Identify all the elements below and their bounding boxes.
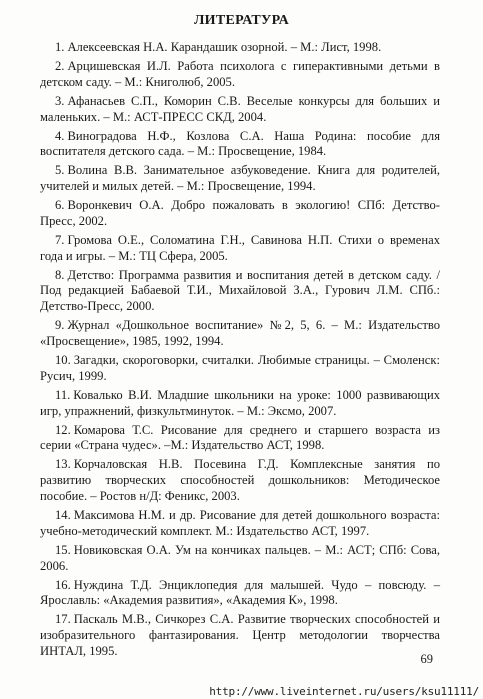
reference-item [40, 163, 440, 195]
reference-number: 16. [55, 577, 71, 592]
reference-text: Ковалько В.И. Младшие школьники на уроке: 1000 развивающих игр, упражнений, физкультминуток. – М.: Эксмо, 2007. [40, 387, 440, 418]
reference-item [40, 353, 440, 385]
reference-number: 7. [55, 232, 65, 247]
reference-number: 3. [55, 93, 65, 108]
reference-text: Афанасьев С.П., Коморин С.В. Веселые конкурсы для больших и маленьких. – М.: АСТ-ПРЕСС СКД, 2004. [40, 93, 440, 124]
reference-number: 2. [55, 58, 65, 73]
reference-text: Журнал «Дошкольное воспитание» №2, 5, 6. – М.: Издательство «Просвещение», 1985, 1992, 1994. [40, 318, 440, 349]
reference-item [40, 423, 440, 455]
reference-number: 11. [55, 387, 71, 402]
reference-item [40, 457, 440, 504]
reference-item [40, 233, 440, 265]
reference-item [40, 94, 440, 126]
reference-text: Комарова Т.С. Рисование для среднего и старшего возраста из серии «Страна чудес». –М.: Издательство АСТ, 1998. [40, 422, 440, 453]
reference-text: Алексеевская Н.А. Карандашик озорной. – М.: Лист, 1998. [67, 40, 382, 54]
reference-number: 17. [55, 612, 71, 627]
reference-text: Паскаль М.В., Сичкорез С.А. Развитие творческих способностей и изобразительного фантазирования. Центр методологии творчества ИНТАЛ, 1995. [40, 612, 440, 658]
reference-number: 15. [55, 542, 71, 557]
reference-text: Волина В.В. Занимательное азбуковедение. Книга для родителей, учителей и милых детей. – М.: Просвещение, 1994. [40, 163, 440, 194]
reference-text: Корчаловская Н.В. Посевина Г.Д. Комплексные занятия по развитию творческих способностей дошкольников: Методическое пособие. – Ростов н/Д: Феникс, 2003. [40, 457, 440, 503]
reference-number: 5. [55, 163, 65, 178]
reference-text: Загадки, скороговорки, считалки. Любимые страницы. – Смоленск: Русич, 1999. [40, 353, 440, 383]
reference-item [40, 40, 440, 56]
reference-number: 9. [55, 318, 65, 333]
reference-number: 4. [55, 128, 65, 143]
reference-number: 14. [55, 507, 71, 522]
reference-number: 12. [55, 422, 71, 437]
reference-list [40, 40, 440, 663]
reference-text: Воронкевич О.А. Добро пожаловать в экологию! СПб: Детство-Пресс, 2002. [40, 198, 440, 228]
reference-item [40, 543, 440, 575]
reference-item [40, 129, 440, 161]
reference-text: Арцишевская И.Л. Работа психолога с гиперактивными детьми в детском саду. – М.: Книголюб, 2005. [40, 58, 440, 89]
reference-item [40, 59, 440, 91]
reference-number: 13. [55, 457, 71, 472]
page-number: 69 [420, 652, 433, 666]
reference-item [40, 578, 440, 610]
reference-item [40, 508, 440, 540]
reference-text: Нуждина Т.Д. Энциклопедия для малышей. Чудо – повсюду. – Ярославль: «Академия развития», «Академия К», 1998. [40, 577, 440, 608]
reference-item [40, 318, 440, 350]
source-url-watermark: http://www.liveinternet.ru/users/ksu11111/ [209, 685, 479, 698]
page-title: ЛИТЕРАТУРА [193, 13, 290, 28]
reference-number: 8. [55, 267, 65, 282]
reference-text: Громова О.Е., Соломатина Г.Н., Савинова Н.П. Стихи о временах года и игры. – М.: ТЦ Сфера, 2005. [40, 232, 440, 263]
reference-number: 6. [55, 198, 65, 213]
reference-item [40, 268, 440, 315]
reference-number: 10. [55, 353, 71, 368]
reference-item [40, 612, 440, 659]
reference-text: Максимова Н.М. и др. Рисование для детей дошкольного возраста: учебно-методический комплект. М.: Издательство АСТ, 1997. [40, 507, 440, 538]
reference-text: Виноградова Н.Ф., Козлова С.А. Наша Родина: пособие для воспитателя детского сада. – М.: Просвещение, 1984. [40, 128, 440, 159]
reference-item [40, 198, 440, 230]
reference-text: Детство: Программа развития и воспитания детей в детском саду. /Под редакцией Бабаевой Т.И., Михайловой З.А., Гурович Л.М. СПб.: Детство-Пресс, 2000. [40, 267, 440, 314]
reference-item [40, 388, 440, 420]
reference-number: 1. [55, 40, 65, 54]
reference-text: Новиковская О.А. Ум на кончиках пальцев. – М.: АСТ; СПб: Сова, 2006. [40, 542, 440, 573]
